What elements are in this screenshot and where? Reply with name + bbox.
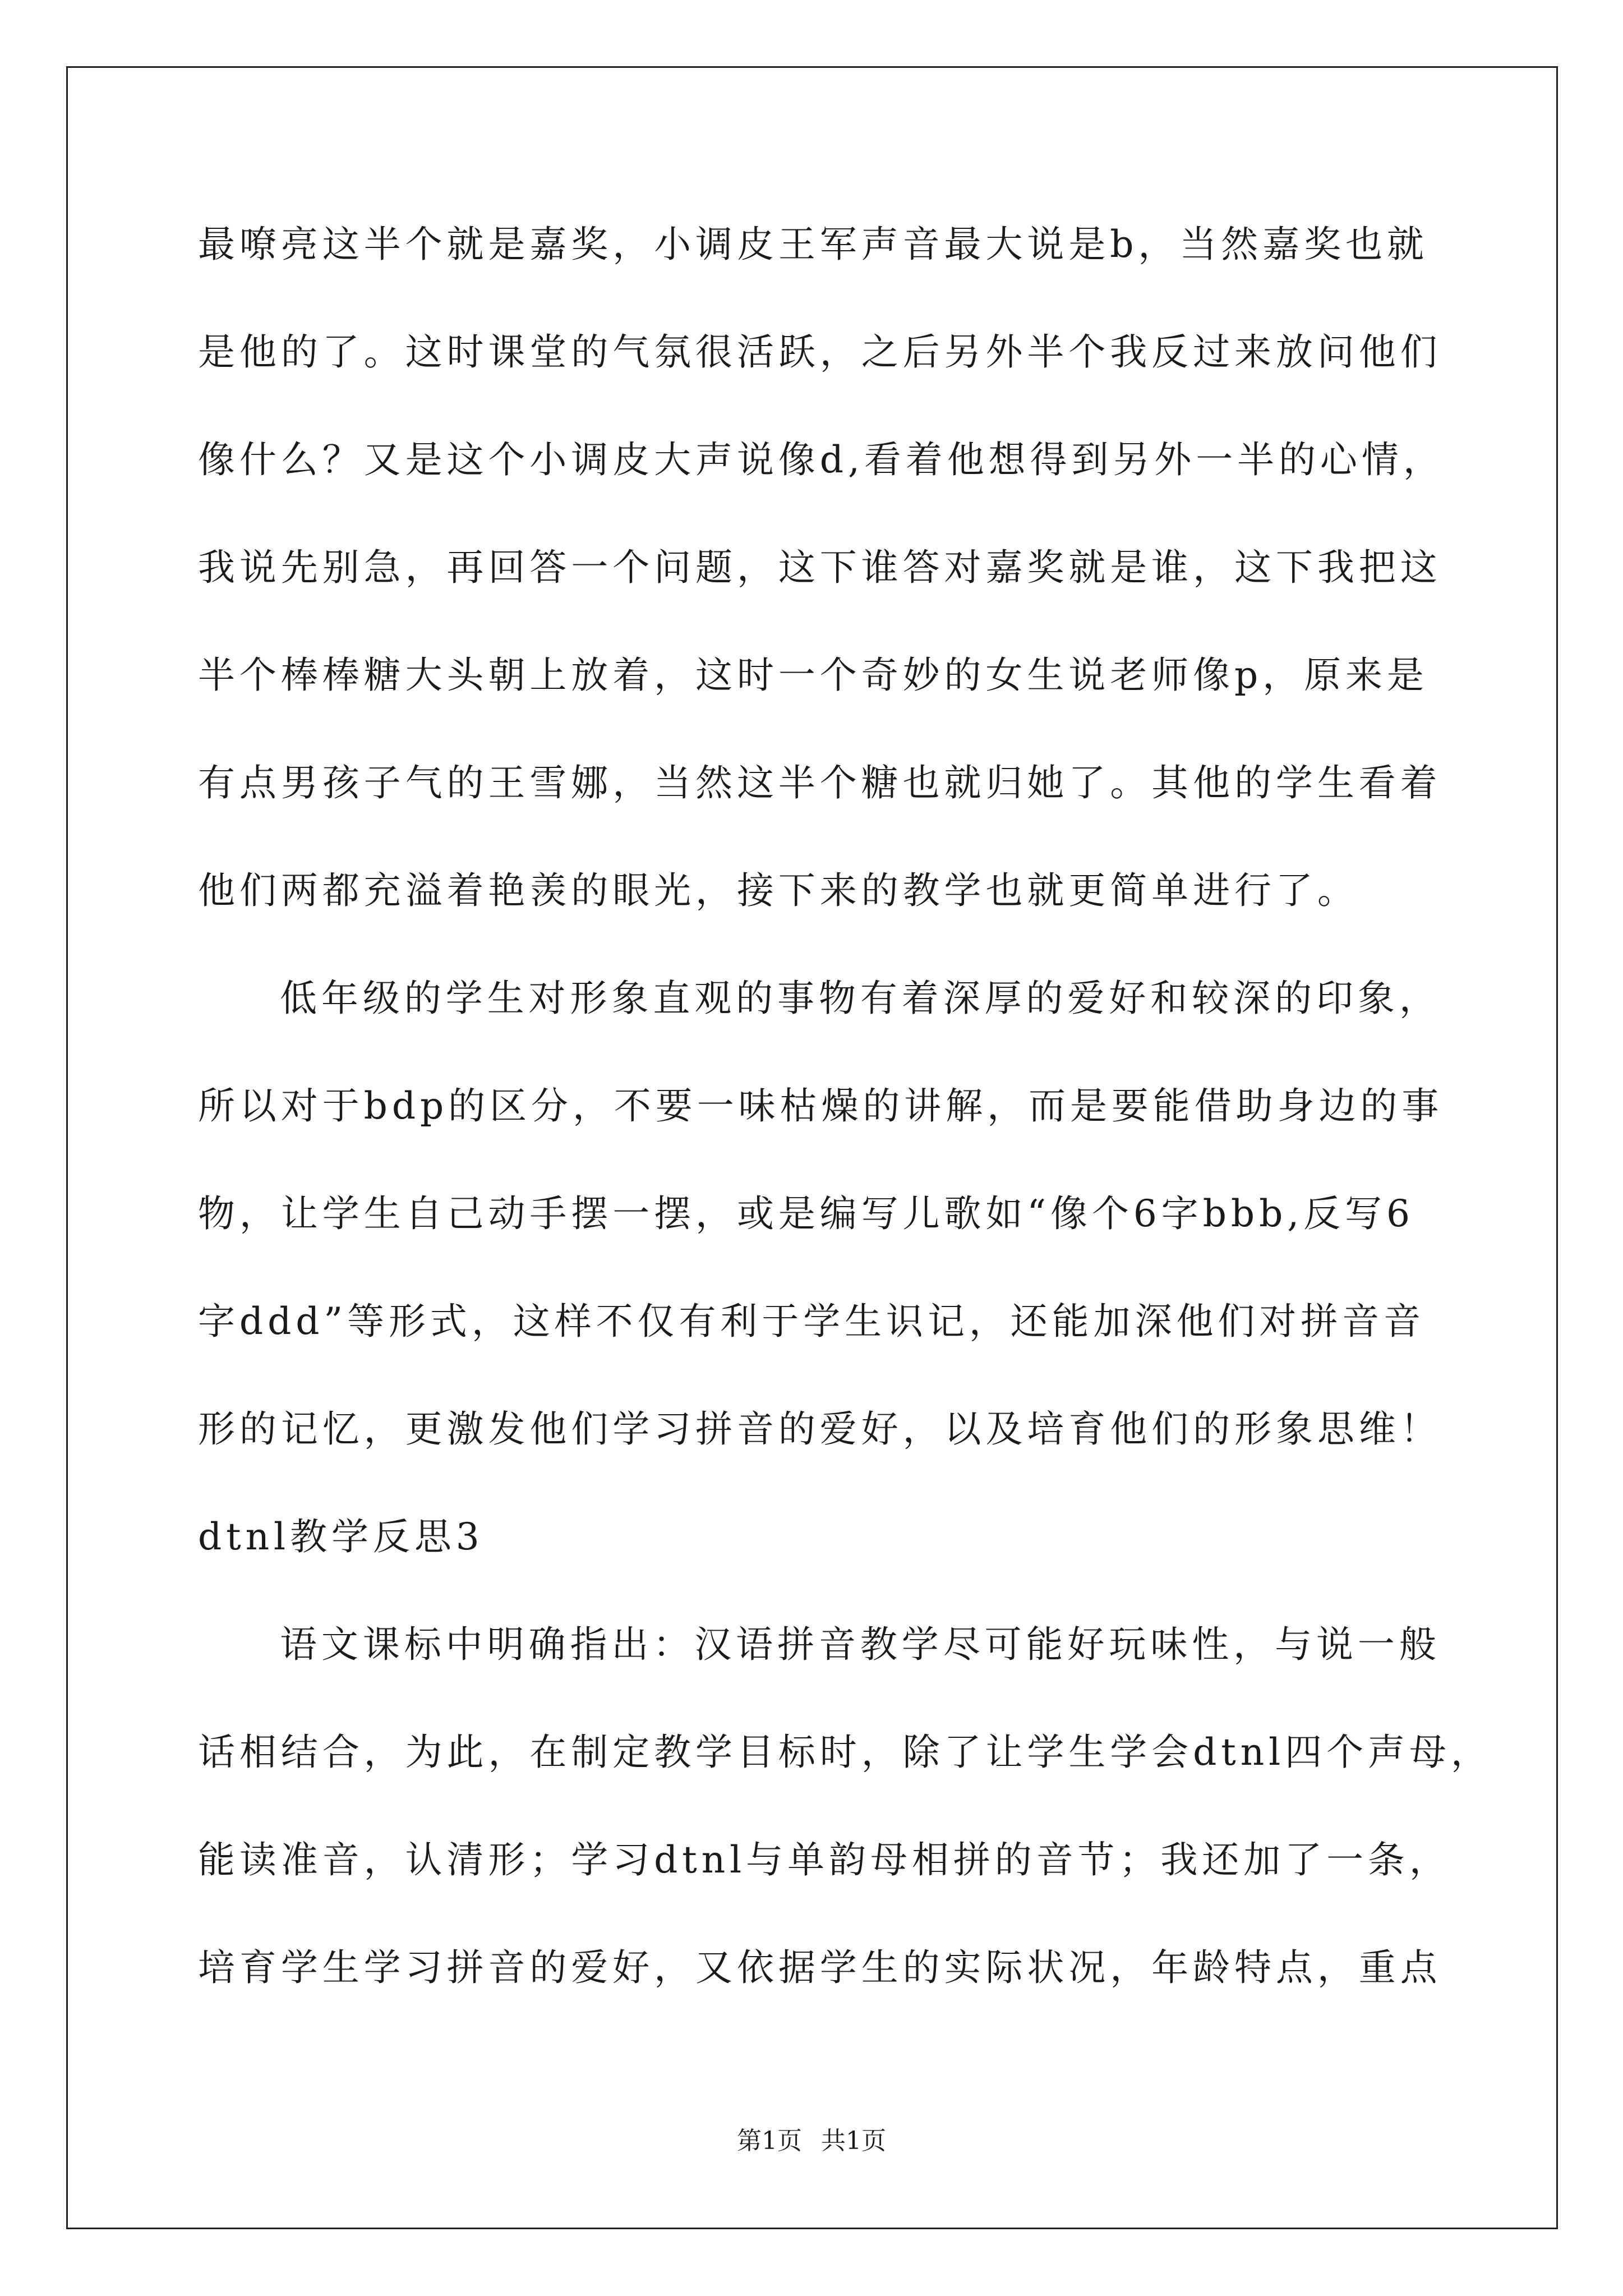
document-body [198, 191, 1492, 2022]
paragraph-start-line: 语文课标中明确指出：汉语拼音教学尽可能好玩味性，与说一般 [280, 1623, 1441, 1666]
text-line: 字ddd”等形式，这样不仅有利于学生识记，还能加深他们对拼音音 [198, 1300, 1426, 1343]
page-number: 第1页 [737, 2127, 802, 2155]
text-line: 像什么？又是这个小调皮大声说像d,看着他想得到另外一半的心情， [198, 438, 1445, 481]
text-line: 我说先别急，再回答一个问题，这下谁答对嘉奖就是谁，这下我把这 [198, 546, 1442, 589]
text-line: 能读准音，认清形；学习dtnl与单韵母相拼的音节；我还加了一条， [198, 1838, 1451, 1881]
section-heading: dtnl教学反思3 [198, 1515, 484, 1558]
text-line: 所以对于bdp的区分，不要一味枯燥的讲解，而是要能借助身边的事 [198, 1084, 1444, 1128]
text-line: 他们两都充溢着艳羡的眼光，接下来的教学也就更简单进行了。 [198, 869, 1359, 912]
text-line: 培育学生学习拼音的爱好，又依据学生的实际状况，年龄特点，重点 [198, 1946, 1442, 1989]
text-line: 物，让学生自己动手摆一摆，或是编写儿歌如“像个6字bbb,反写6 [198, 1192, 1414, 1235]
text-line: 有点男孩子气的王雪娜，当然这半个糖也就归她了。其他的学生看着 [198, 761, 1442, 804]
text-line: 形的记忆，更激发他们学习拼音的爱好，以及培育他们的形象思维！ [198, 1407, 1442, 1451]
page-footer [0, 2120, 1623, 2156]
text-line: 最嘹亮这半个就是嘉奖，小调皮王军声音最大说是b，当然嘉奖也就 [198, 223, 1428, 266]
page-total: 共1页 [821, 2127, 886, 2155]
text-line: 是他的了。这时课堂的气氛很活跃，之后另外半个我反过来放问他们 [198, 330, 1442, 374]
text-line: 半个棒棒糖大头朝上放着，这时一个奇妙的女生说老师像p，原来是 [198, 654, 1428, 697]
paragraph-start-line: 低年级的学生对形象直观的事物有着深厚的爱好和较深的印象， [280, 977, 1441, 1020]
text-line: 话相结合，为此，在制定教学目标时，除了让学生学会dtnl四个声母， [198, 1731, 1492, 1774]
